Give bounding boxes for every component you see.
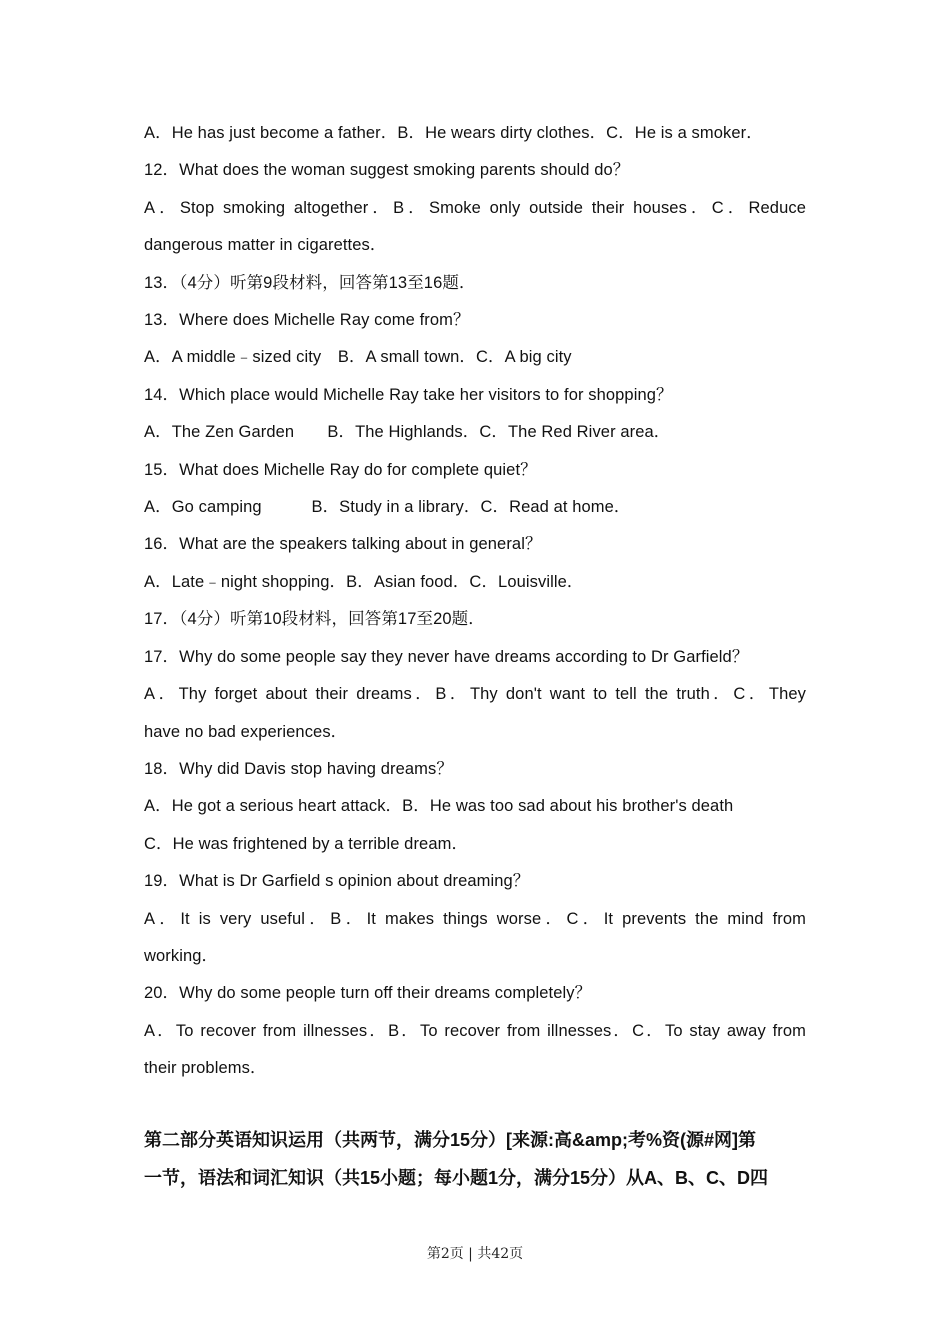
options-line: A．A middle﹣sized city B．A small town．C．A big city bbox=[144, 348, 572, 367]
options-line: A．The Zen Garden B．The Highlands．C．The Red River area． bbox=[144, 423, 671, 442]
question-line: 12．What does the woman suggest smoking parents should do？ bbox=[144, 161, 630, 180]
question-line: 13．Where does Michelle Ray come from？ bbox=[144, 311, 470, 330]
options-continuation: working． bbox=[144, 946, 219, 965]
section-heading bbox=[144, 1121, 806, 1197]
page-footer: 第2页 | 共42页 bbox=[426, 1246, 524, 1262]
question-content bbox=[144, 115, 806, 1088]
instruction-line: 17．（4分）听第10段材料，回答第17至20题． bbox=[144, 610, 485, 629]
options-line: C．He was frightened by a terrible dream． bbox=[144, 834, 469, 853]
question-line: 17．Why do some people say they never have dreams according to Dr Garfield？ bbox=[144, 647, 749, 666]
question-line: 15．What does Michelle Ray do for complete quiet？ bbox=[144, 460, 537, 479]
question-line: 20．Why do some people turn off their dreams completely？ bbox=[144, 984, 592, 1003]
question-line: 19．What is Dr Garfield s opinion about dreaming？ bbox=[144, 872, 530, 891]
options-line: A．Late﹣night shopping．B．Asian food．C．Louisville． bbox=[144, 572, 584, 591]
text-line: A．He has just become a father．B．He wears dirty clothes．C．He is a smoker． bbox=[144, 124, 763, 142]
options-continuation: dangerous matter in cigarettes． bbox=[144, 236, 387, 255]
question-line: 14．Which place would Michelle Ray take her visitors to for shopping？ bbox=[144, 385, 673, 404]
options-continuation: their problems． bbox=[144, 1059, 267, 1078]
question-line: 18．Why did Davis stop having dreams？ bbox=[144, 759, 453, 778]
options-line: A．Thy forget about their dreams．B．Thy don't want to tell the truth．C．They bbox=[144, 685, 806, 704]
options-line: A．It is very useful．B．It makes things worse．C．It prevents the mind from bbox=[144, 909, 806, 928]
options-line: A．He got a serious heart attack．B．He was too sad about his brother's death bbox=[144, 797, 734, 816]
options-line: A．Stop smoking altogether．B．Smoke only outside their houses．C．Reduce bbox=[144, 198, 806, 217]
section-heading-line1: 第二部分英语知识运用（共两节，满分15分）[来源:高&amp;考%资(源#网]第 bbox=[144, 1130, 757, 1150]
options-line: A．Go camping B．Study in a library．C．Read at home． bbox=[144, 498, 631, 517]
section-heading-line2: 一节，语法和词汇知识（共15小题；每小题1分，满分15分）从A、B、C、D四 bbox=[144, 1168, 769, 1188]
options-line: A．To recover from illnesses．B．To recover from illnesses．C．To stay away from bbox=[144, 1021, 806, 1040]
question-line: 16．What are the speakers talking about in general？ bbox=[144, 535, 542, 554]
options-continuation: have no bad experiences． bbox=[144, 722, 348, 741]
instruction-line: 13．（4分）听第9段材料，回答第13至16题． bbox=[144, 273, 476, 292]
